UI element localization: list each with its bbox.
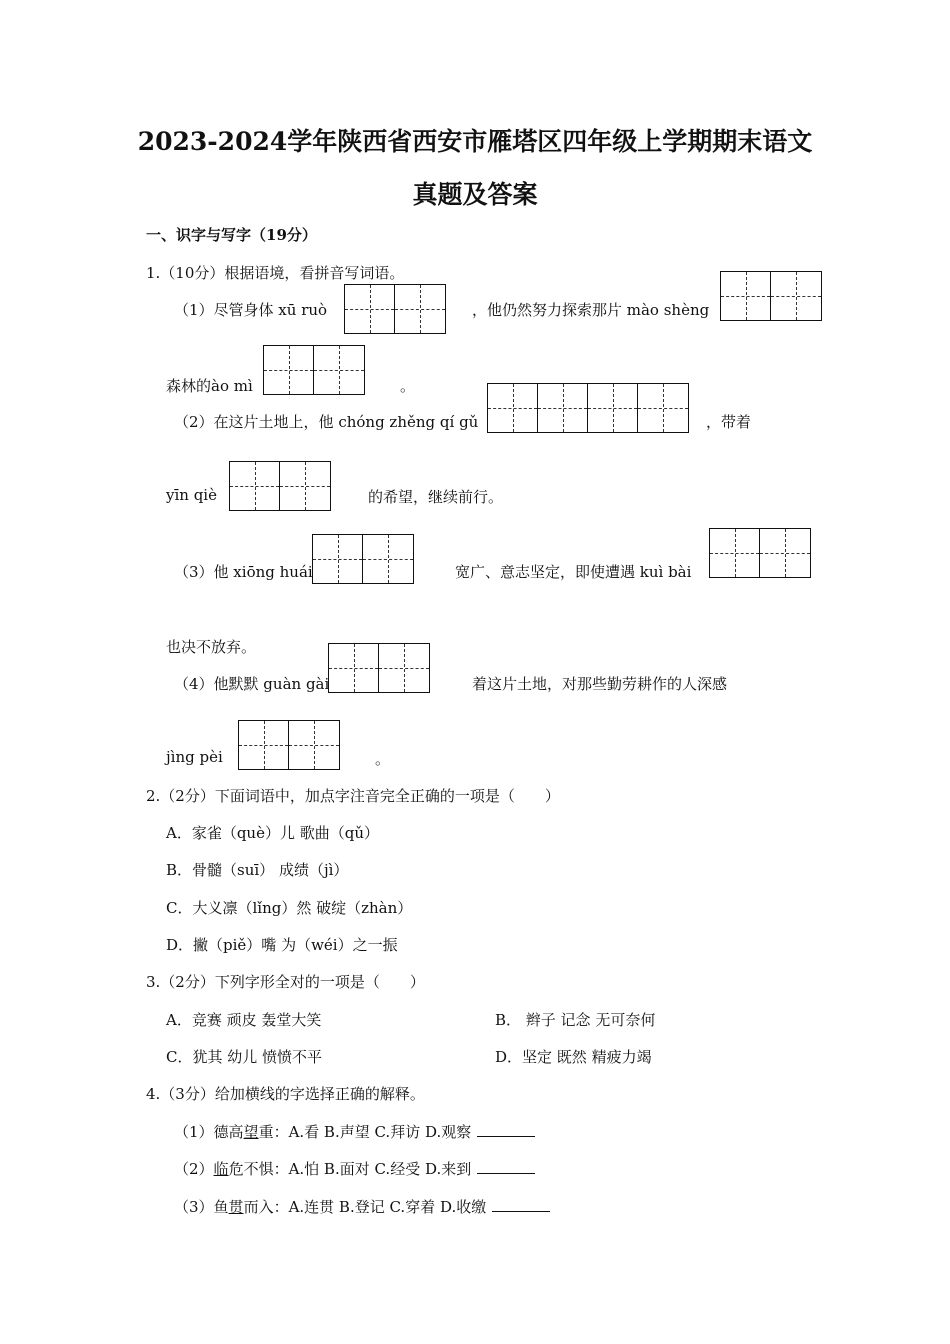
answer-grid-kuibai[interactable] [709, 528, 811, 578]
doc-title-line2: 真题及答案 [412, 180, 538, 209]
q4-l3-underlined: 贯 [228, 1198, 244, 1216]
q1-p3-text-a: （3）他 xiōng huái [174, 563, 313, 581]
q4-l2-underlined: 临 [213, 1160, 229, 1178]
q2-option-b[interactable]: B．骨髓（suī） 成绩（jì） [166, 861, 349, 879]
q4-answer-blank-3[interactable] [492, 1210, 550, 1212]
q1-p1-text-c: 森林的ào mì [166, 377, 253, 395]
q1-p2-text-d: 的希望，继续前行。 [368, 488, 504, 506]
q4-l1-pre: （1）德高 [174, 1123, 244, 1141]
doc-title-line1: 2023-2024学年陕西省西安市雁塔区四年级上学期期末语文 [137, 127, 813, 156]
q1-p2-text-c: yīn qiè [166, 486, 217, 504]
q4-l3-post: 而入：A.连贯 B.登记 C.穿着 D.收缴 [243, 1198, 487, 1216]
answer-grid-jingpei[interactable] [238, 720, 340, 770]
q3-option-b[interactable]: B． 辫子 记念 无可奈何 [495, 1011, 656, 1029]
q1-p4-text-d: 。 [375, 750, 391, 768]
q3-option-d[interactable]: D．坚定 既然 精疲力竭 [495, 1048, 652, 1066]
q4-l2-pre: （2） [174, 1160, 214, 1178]
answer-grid-maosheng[interactable] [720, 271, 822, 321]
q1-p2-text-a: （2）在这片土地上，他 chóng zhěng qí gǔ [174, 413, 479, 431]
q2-stem: 2.（2分）下面词语中，加点字注音完全正确的一项是（ ） [146, 787, 560, 805]
q4-line-2 [174, 1158, 535, 1179]
section-heading: 一、识字与写字（19分） [146, 226, 317, 244]
q1-p4-text-b: 着这片土地，对那些勤劳耕作的人深感 [472, 675, 728, 693]
q1-p2-text-b: ，带着 [706, 413, 752, 431]
q4-line-1 [174, 1121, 535, 1142]
q1-p1-text-d: 。 [400, 377, 416, 395]
answer-grid-xionghuai[interactable] [312, 534, 414, 584]
q3-stem: 3.（2分）下列字形全对的一项是（ ） [146, 973, 425, 991]
q1-p1-text-a: （1）尽管身体 xū ruò [174, 301, 328, 319]
q4-line-3 [174, 1196, 550, 1217]
answer-grid-xuruo[interactable] [344, 284, 446, 334]
q2-option-a[interactable]: A．家雀（què）儿 歌曲（qǔ） [166, 824, 380, 842]
q1-p4-text-a: （4）他默默 guàn gài [174, 675, 330, 693]
q4-l1-underlined: 望 [243, 1123, 259, 1141]
q4-l1-post: 重：A.看 B.声望 C.拜访 D.观察 [258, 1123, 472, 1141]
q1-p1-text-b: ，他仍然努力探索那片 mào shèng [472, 301, 710, 319]
q3-option-a[interactable]: A．竞赛 顽皮 轰堂大笑 [166, 1011, 322, 1029]
q1-p3-text-b: 宽广、意志坚定，即使遭遇 kuì bài [455, 563, 692, 581]
q3-option-c[interactable]: C．犹其 幼儿 愤愤不平 [166, 1048, 323, 1066]
q1-p3-text-c: 也决不放弃。 [166, 638, 257, 656]
q4-l2-post: 危不惧：A.怕 B.面对 C.经受 D.来到 [228, 1160, 472, 1178]
answer-grid-yinqie[interactable] [229, 461, 331, 511]
q2-option-d[interactable]: D．撇（piě）嘴 为（wéi）之一振 [166, 936, 398, 954]
answer-grid-guangai[interactable] [328, 643, 430, 693]
q1-stem: 1.（10分）根据语境，看拼音写词语。 [146, 264, 405, 282]
q4-answer-blank-2[interactable] [477, 1172, 535, 1174]
q2-option-c[interactable]: C．大义凛（lǐng）然 破绽（zhàn） [166, 899, 413, 917]
q4-l3-pre: （3）鱼 [174, 1198, 229, 1216]
q4-answer-blank-1[interactable] [477, 1135, 535, 1137]
answer-grid-aomi[interactable] [263, 345, 365, 395]
answer-grid-chongzhengqigu[interactable] [487, 383, 689, 433]
q4-stem: 4.（3分）给加横线的字选择正确的解释。 [146, 1085, 425, 1103]
q1-p4-text-c: jìng pèi [166, 748, 223, 766]
